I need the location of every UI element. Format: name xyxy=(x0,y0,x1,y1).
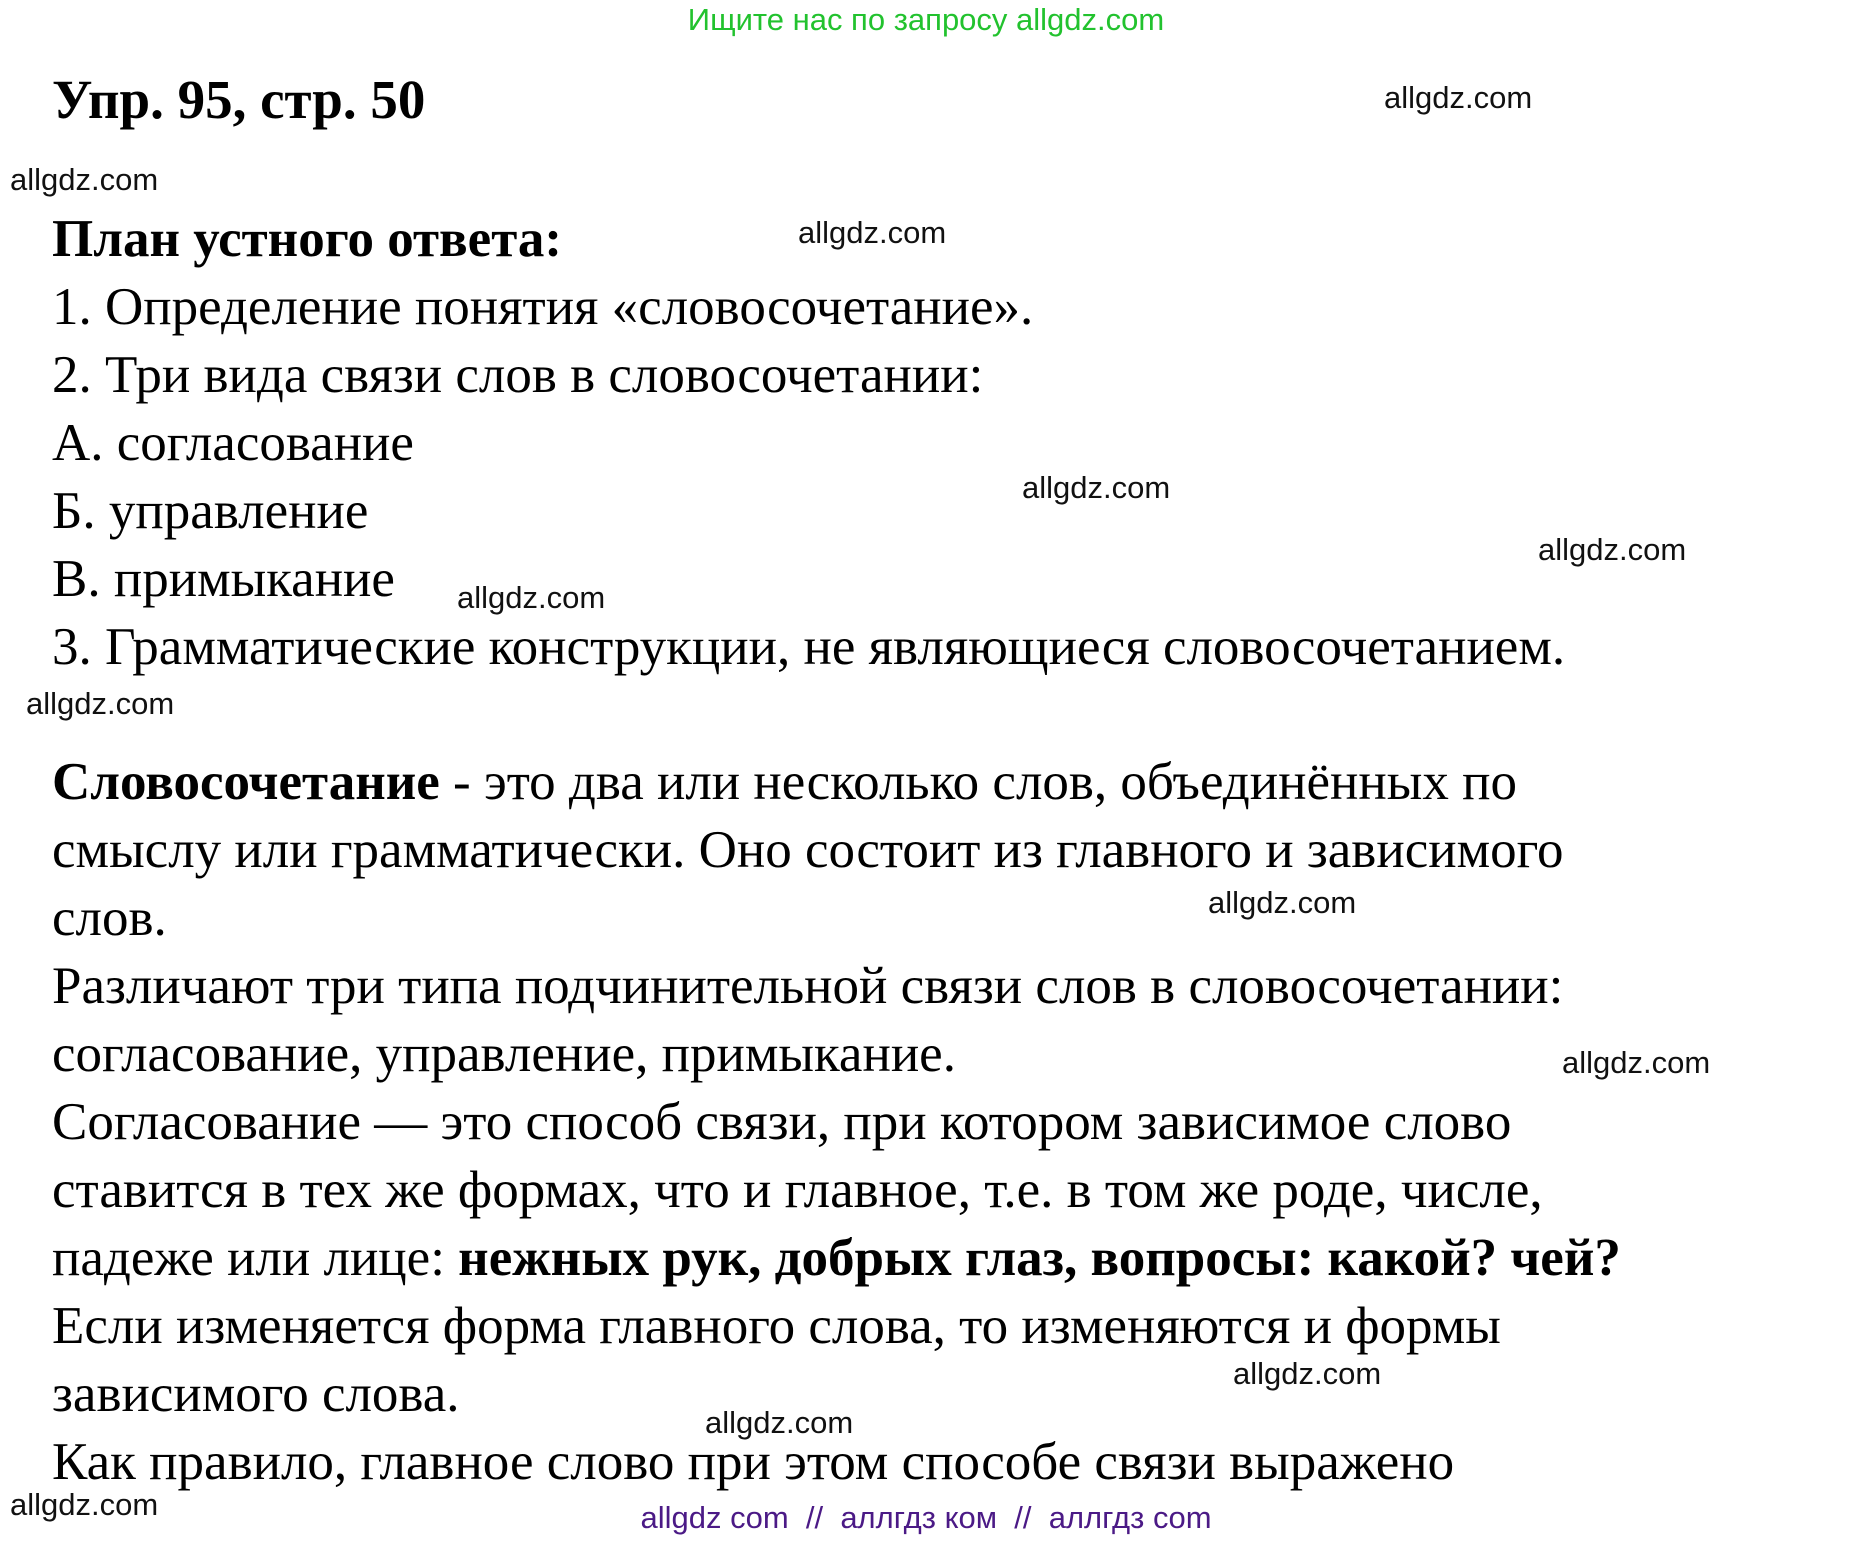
plan-item: 2. Три вида связи слов в словосочетании: xyxy=(52,346,984,404)
plan-item: А. согласование xyxy=(52,414,414,472)
footer-banner-text: allgdz com // аллгдз ком // аллгдз com xyxy=(640,1500,1212,1535)
change-paragraph-line: Если изменяется форма главного слова, то изменяются и формы xyxy=(52,1297,1501,1355)
top-banner-text: Ищите нас по запросу allgdz.com xyxy=(687,2,1165,37)
watermark: allgdz.com xyxy=(1384,80,1533,115)
types-paragraph-line: Различают три типа подчинительной связи слов в словосочетании: xyxy=(52,957,1564,1015)
watermark: allgdz.com xyxy=(1233,1356,1382,1391)
agreement-paragraph-line: Согласование — это способ связи, при котором зависимое слово xyxy=(52,1093,1512,1151)
top-search-banner xyxy=(0,0,1852,40)
plan-heading: План устного ответа: xyxy=(52,210,563,268)
watermark: allgdz.com xyxy=(798,215,947,250)
change-paragraph-line: зависимого слова. xyxy=(52,1365,460,1423)
rule-paragraph-line: Как правило, главное слово при этом способе связи выражено xyxy=(52,1433,1455,1491)
watermark: allgdz.com xyxy=(1022,470,1171,505)
definition-text: - это два или несколько слов, объединённых по xyxy=(439,753,1517,811)
agreement-paragraph-line xyxy=(52,1224,1621,1292)
watermark: allgdz.com xyxy=(26,686,175,721)
watermark: allgdz.com xyxy=(10,162,159,197)
plan-item: Б. управление xyxy=(52,482,369,540)
watermark: allgdz.com xyxy=(1562,1045,1711,1080)
page-title: Упр. 95, стр. 50 xyxy=(52,69,426,130)
footer-banner xyxy=(0,1498,1852,1538)
plan-item: 3. Грамматические конструкции, не являющиеся словосочетанием. xyxy=(52,618,1566,676)
definition-term: Словосочетание xyxy=(52,753,440,811)
watermark: allgdz.com xyxy=(10,1487,159,1522)
types-paragraph-line: согласование, управление, примыкание. xyxy=(52,1025,956,1083)
definition-paragraph-line: смыслу или грамматически. Оно состоит из главного и зависимого xyxy=(52,821,1564,879)
watermark: allgdz.com xyxy=(705,1405,854,1440)
watermark: allgdz.com xyxy=(1538,532,1687,567)
plan-item: В. примыкание xyxy=(52,550,395,608)
watermark: allgdz.com xyxy=(457,580,606,615)
definition-paragraph-line: слов. xyxy=(52,889,167,947)
agreement-examples: нежных рук, добрых глаз, вопросы: какой? чей? xyxy=(458,1229,1621,1287)
agreement-paragraph-line: ставится в тех же формах, что и главное, т.е. в том же роде, числе, xyxy=(52,1161,1543,1219)
definition-paragraph-line xyxy=(52,748,1517,816)
agreement-text: падеже или лице: xyxy=(52,1229,459,1287)
watermark: allgdz.com xyxy=(1208,885,1357,920)
plan-item: 1. Определение понятия «словосочетание». xyxy=(52,278,1034,336)
